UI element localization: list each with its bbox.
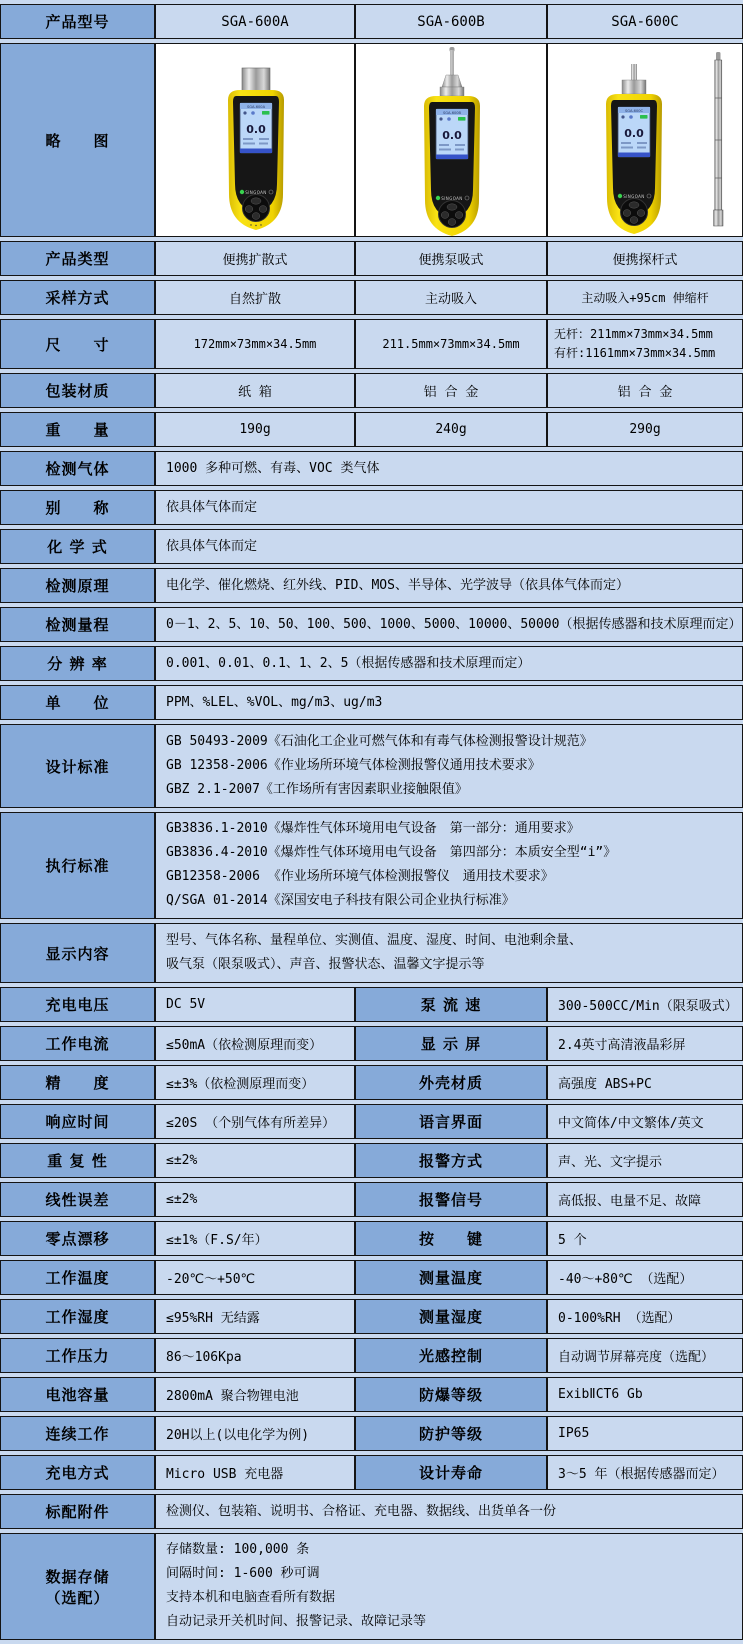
speaker-hole <box>260 224 261 225</box>
cell-value: 2.4英寸高清液晶彩屏 <box>547 1026 743 1061</box>
battery-icon <box>640 115 648 119</box>
table-row-header <box>0 4 743 39</box>
cell-value: 依具体气体而定 <box>155 490 743 525</box>
standard-line: GB 12358-2006《作业场所环境气体检测报警仪通用技术要求》 <box>166 757 541 773</box>
cell-value: ≤95%RH 无结露 <box>155 1299 355 1334</box>
row-label-storage <box>0 1533 155 1640</box>
row-label: 标配附件 <box>0 1494 155 1529</box>
table-row <box>0 987 743 1022</box>
storage-line: 自动记录开关机时间、报警记录、故障记录等 <box>166 1614 427 1629</box>
row-label: 充电电压 <box>0 987 155 1022</box>
keypad-button <box>441 212 449 219</box>
table-row <box>0 1026 743 1061</box>
model-name-b: SGA-600B <box>355 4 547 39</box>
table-row <box>0 685 743 720</box>
cell-value: DC 5V <box>155 987 355 1022</box>
cell-value: ≤±1%（F.S/年） <box>155 1221 355 1256</box>
table-row <box>0 1299 743 1334</box>
keypad-button <box>245 206 253 213</box>
row-label: 执行标准 <box>0 812 155 919</box>
telescopic-probe-tip <box>716 52 721 61</box>
keypad-button <box>455 212 463 219</box>
cell-value <box>155 812 743 919</box>
row-label: 包装材质 <box>0 373 155 408</box>
cell-value: 3～5 年（根据传感器而定） <box>547 1455 743 1490</box>
fan-icon <box>447 117 451 121</box>
size-line: 无杆：211mm×73mm×34.5mm <box>554 327 713 341</box>
device-image-sga-600c <box>548 46 743 236</box>
cell-value: 172mm×73mm×34.5mm <box>155 319 355 369</box>
storage-line: 存储数量: 100,000 条 <box>166 1542 310 1558</box>
standard-line: GB12358-2006 《作业场所环境气体检测报警仪 通用技术要求》 <box>166 869 554 885</box>
screen-statusbar <box>240 149 272 154</box>
table-row <box>0 1416 743 1451</box>
cell-value: 0－1、2、5、10、50、100、500、1000、5000、10000、50000（根据传感器和技术原理而定） <box>155 607 743 642</box>
cell-value: ≤20S （个别气体有所差异） <box>155 1104 355 1139</box>
cell-value: 铝 合 金 <box>547 373 743 408</box>
row-label: 工作湿度 <box>0 1299 155 1334</box>
table-row <box>0 1377 743 1412</box>
keypad-button <box>447 204 457 210</box>
cell-value: 300-500CC/Min（限泵吸式） <box>547 987 743 1022</box>
row-label: 采样方式 <box>0 280 155 315</box>
cell-value: 高强度 ABS+PC <box>547 1065 743 1100</box>
table-row <box>0 923 743 983</box>
screen-info-bar <box>439 149 451 151</box>
cell-value <box>155 1533 743 1640</box>
screen-title: SGA-600B <box>442 110 462 115</box>
cell-value: 2800mA 聚合物锂电池 <box>155 1377 355 1412</box>
cell-value: 240g <box>355 412 547 447</box>
row-label: 工作温度 <box>0 1260 155 1295</box>
table-row <box>0 1260 743 1295</box>
row-label: 外壳材质 <box>355 1065 547 1100</box>
screen-info-bar <box>259 143 268 145</box>
screen-info-bar <box>243 138 253 140</box>
cell-value: ≤50mA（依检测原理而变） <box>155 1026 355 1061</box>
keypad-button <box>252 213 260 220</box>
row-label: 重 复 性 <box>0 1143 155 1178</box>
row-label: 分 辨 率 <box>0 646 155 681</box>
row-label: 工作压力 <box>0 1338 155 1373</box>
row-label: 测量湿度 <box>355 1299 547 1334</box>
device-image-sga-600a <box>156 46 355 236</box>
keypad-button <box>259 206 267 213</box>
table-row-size <box>0 319 743 369</box>
table-row-storage <box>0 1533 743 1640</box>
led-indicator <box>618 194 622 198</box>
cell-value: 211.5mm×73mm×34.5mm <box>355 319 547 369</box>
row-label: 按 键 <box>355 1221 547 1256</box>
table-row <box>0 724 743 808</box>
probe-rod <box>631 64 637 82</box>
row-label: 报警信号 <box>355 1182 547 1217</box>
telescopic-probe-rod <box>715 60 722 210</box>
screen-reading: 0.0 <box>246 123 266 136</box>
probe-rod <box>450 50 454 75</box>
row-label: 防护等级 <box>355 1416 547 1451</box>
screen-info-bar <box>637 147 646 149</box>
table-row <box>0 241 743 276</box>
standard-line: GBZ 2.1-2007《工作场所有害因素职业接触限值》 <box>166 781 468 797</box>
table-row <box>0 451 743 486</box>
table-row-sketch <box>0 43 743 237</box>
standard-line: GB3836.4-2010《爆炸性气体环境用电气设备 第四部分：本质安全型“i”》 <box>166 845 617 861</box>
led-indicator <box>436 196 440 200</box>
screen-info-bar <box>455 144 465 146</box>
table-row <box>0 1182 743 1217</box>
row-label: 测量温度 <box>355 1260 547 1295</box>
product-image-cell-c <box>547 43 743 237</box>
row-label: 检测气体 <box>0 451 155 486</box>
cell-value <box>547 319 743 369</box>
probe-coupler <box>622 80 646 94</box>
cell-value: 电化学、催化燃烧、红外线、PID、MOS、半导体、光学波导（依具体气体而定） <box>155 568 743 603</box>
telescopic-probe-base <box>714 210 723 226</box>
cell-value: 检测仪、包装箱、说明书、合格证、充电器、数据线、出货单各一份 <box>155 1494 743 1529</box>
row-label: 单 位 <box>0 685 155 720</box>
cell-value: ≤±3%（依检测原理而变） <box>155 1065 355 1100</box>
cell-value <box>155 724 743 808</box>
screen-title: SGA-600A <box>246 104 266 109</box>
row-label: 语言界面 <box>355 1104 547 1139</box>
display-line: 吸气泵（限泵吸式）、声音、报警状态、温馨文字提示等 <box>166 956 485 972</box>
product-image-cell-a <box>155 43 355 237</box>
row-label: 工作电流 <box>0 1026 155 1061</box>
table-row <box>0 568 743 603</box>
brand-text: SINGOAN <box>623 194 645 199</box>
brand-text: SINGOAN <box>245 190 267 195</box>
row-label: 检测量程 <box>0 607 155 642</box>
speaker-hole <box>250 224 251 225</box>
model-name-a: SGA-600A <box>155 4 355 39</box>
row-label: 产品类型 <box>0 241 155 276</box>
screen-reading: 0.0 <box>442 129 462 142</box>
screen-info-bar <box>637 142 647 144</box>
screen-info-bar <box>439 144 449 146</box>
cell-value: 自然扩散 <box>155 280 355 315</box>
cell-value: 纸 箱 <box>155 373 355 408</box>
row-label: 线性误差 <box>0 1182 155 1217</box>
speaker-icon <box>439 117 442 120</box>
brand-text: SINGOAN <box>441 196 463 201</box>
cell-value: PPM、%LEL、%VOL、mg/m3、ug/m3 <box>155 685 743 720</box>
row-label: 防爆等级 <box>355 1377 547 1412</box>
cell-value: 0-100%RH （选配） <box>547 1299 743 1334</box>
cell-value: 190g <box>155 412 355 447</box>
keypad-button <box>623 210 631 217</box>
cell-value: Micro USB 充电器 <box>155 1455 355 1490</box>
row-label: 尺 寸 <box>0 319 155 369</box>
screen-info-bar <box>621 142 631 144</box>
table-row <box>0 1494 743 1529</box>
table-row <box>0 490 743 525</box>
standard-line: GB3836.1-2010《爆炸性气体环境用电气设备 第一部分：通用要求》 <box>166 821 580 837</box>
battery-icon <box>458 117 466 121</box>
row-label: 报警方式 <box>355 1143 547 1178</box>
cell-value: 便携扩散式 <box>155 241 355 276</box>
cell-value: 铝 合 金 <box>355 373 547 408</box>
screen-info-bar <box>455 149 464 151</box>
cell-value: 自动调节屏幕亮度（选配） <box>547 1338 743 1373</box>
storage-label-line: 数据存储 <box>45 1567 110 1586</box>
table-row <box>0 280 743 315</box>
table-row <box>0 812 743 919</box>
table-row <box>0 1143 743 1178</box>
screen-reading: 0.0 <box>624 127 644 140</box>
storage-line: 间隔时间: 1-600 秒可调 <box>166 1566 320 1582</box>
display-line: 型号、气体名称、量程单位、实测值、温度、湿度、时间、电池剩余量、 <box>166 932 583 948</box>
cell-value: 5 个 <box>547 1221 743 1256</box>
row-label: 精 度 <box>0 1065 155 1100</box>
table-row <box>0 1455 743 1490</box>
keypad-button <box>637 210 645 217</box>
cell-value: 依具体气体而定 <box>155 529 743 564</box>
table-row <box>0 529 743 564</box>
table-row <box>0 1065 743 1100</box>
row-label: 显 示 屏 <box>355 1026 547 1061</box>
screen-statusbar <box>436 155 468 160</box>
row-label: 泵 流 速 <box>355 987 547 1022</box>
cell-value: 声、光、文字提示 <box>547 1143 743 1178</box>
cell-value: 便携探杆式 <box>547 241 743 276</box>
probe-coupler <box>440 87 464 96</box>
size-line: 有杆:1161mm×73mm×34.5mm <box>554 346 716 361</box>
cell-value: ExibⅡCT6 Gb <box>547 1377 743 1412</box>
row-label-product-model: 产品型号 <box>0 4 155 39</box>
fan-icon <box>251 111 255 115</box>
cell-value: ≤±2% <box>155 1182 355 1217</box>
row-label: 重 量 <box>0 412 155 447</box>
row-label: 充电方式 <box>0 1455 155 1490</box>
cell-value: 中文简体/中文繁体/英文 <box>547 1104 743 1139</box>
row-label-sketch: 略 图 <box>0 43 155 237</box>
screen-info-bar <box>243 143 255 145</box>
product-image-cell-b <box>355 43 547 237</box>
speaker-icon <box>621 115 624 118</box>
row-label: 设计标准 <box>0 724 155 808</box>
row-label: 零点漂移 <box>0 1221 155 1256</box>
storage-line: 支持本机和电脑查看所有数据 <box>166 1590 336 1606</box>
keypad-button <box>448 219 456 226</box>
row-label: 连续工作 <box>0 1416 155 1451</box>
cell-value: 290g <box>547 412 743 447</box>
battery-icon <box>262 111 270 115</box>
row-label: 响应时间 <box>0 1104 155 1139</box>
keypad-button <box>251 198 261 204</box>
keypad-button <box>629 202 639 208</box>
led-indicator <box>240 190 244 194</box>
table-row <box>0 1221 743 1256</box>
cell-value: 主动吸入+95cm 伸缩杆 <box>547 280 743 315</box>
keypad-button <box>630 217 638 224</box>
cell-value: 86～106Kpa <box>155 1338 355 1373</box>
screen-title: SGA-600C <box>624 108 644 113</box>
table-row <box>0 412 743 447</box>
cell-value: 20H以上(以电化学为例) <box>155 1416 355 1451</box>
cell-value: 主动吸入 <box>355 280 547 315</box>
fan-icon <box>629 115 633 119</box>
table-row <box>0 1338 743 1373</box>
table-row <box>0 646 743 681</box>
table-row <box>0 373 743 408</box>
storage-label-line: （选配） <box>45 1588 110 1607</box>
standard-line: GB 50493-2009《石油化工企业可燃气体和有毒气体检测报警设计规范》 <box>166 733 593 749</box>
cell-value: 便携泵吸式 <box>355 241 547 276</box>
screen-info-bar <box>259 138 269 140</box>
speaker-icon <box>243 111 246 114</box>
cell-value: -40～+80℃ （选配） <box>547 1260 743 1295</box>
table-row <box>0 607 743 642</box>
cell-value: 高低报、电量不足、故障 <box>547 1182 743 1217</box>
row-label: 光感控制 <box>355 1338 547 1373</box>
cell-value: IP65 <box>547 1416 743 1451</box>
cell-value: 1000 多种可燃、有毒、VOC 类气体 <box>155 451 743 486</box>
cell-value: ≤±2% <box>155 1143 355 1178</box>
row-label: 显示内容 <box>0 923 155 983</box>
standard-line: Q/SGA 01-2014《深国安电子科技有限公司企业执行标准》 <box>166 892 515 908</box>
screen-statusbar <box>618 153 650 158</box>
row-label: 电池容量 <box>0 1377 155 1412</box>
row-label: 别 称 <box>0 490 155 525</box>
table-row <box>0 1104 743 1139</box>
row-label: 设计寿命 <box>355 1455 547 1490</box>
model-name-c: SGA-600C <box>547 4 743 39</box>
screen-info-bar <box>621 147 633 149</box>
cell-value: -20℃～+50℃ <box>155 1260 355 1295</box>
device-image-sga-600b <box>356 46 547 236</box>
row-label: 化 学 式 <box>0 529 155 564</box>
row-label: 检测原理 <box>0 568 155 603</box>
cell-value: 0.001、0.01、0.1、1、2、5（根据传感器和技术原理而定） <box>155 646 743 681</box>
speaker-hole <box>255 225 256 226</box>
cell-value <box>155 923 743 983</box>
probe-cone <box>442 75 462 87</box>
